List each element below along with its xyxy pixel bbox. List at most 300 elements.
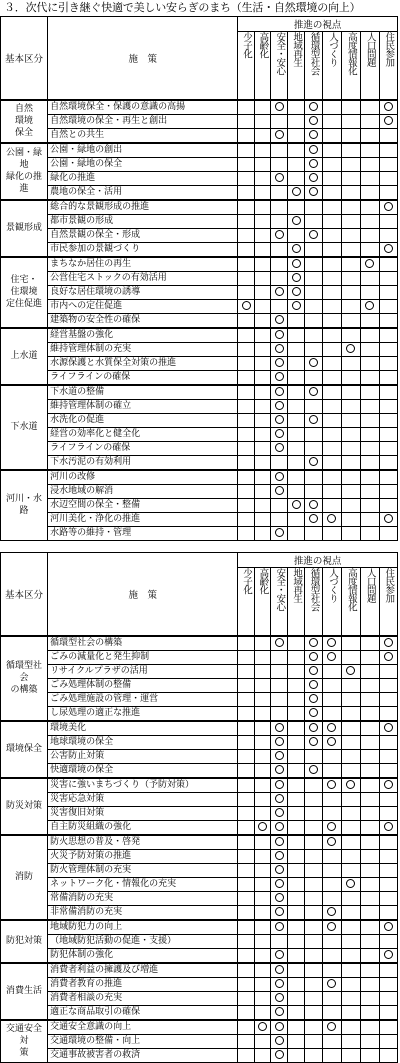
- measure-cell: 公園・緑地の保全: [48, 157, 238, 171]
- header-col-label: 人口問題: [364, 32, 376, 66]
- mark-cell: [254, 484, 270, 498]
- category-cell: 防犯対策: [1, 920, 48, 963]
- mark-cell: [288, 1020, 304, 1035]
- mark-cell: [323, 806, 341, 820]
- mark-cell: [271, 200, 288, 215]
- mark-cell: [288, 692, 304, 706]
- circle-mark-icon: [309, 387, 318, 396]
- mark-cell: [254, 171, 270, 185]
- mark-cell: [379, 678, 398, 692]
- mark-cell: [238, 385, 254, 400]
- measure-cell: 消費者教育の推進: [48, 977, 238, 991]
- mark-cell: [304, 778, 322, 793]
- circle-mark-icon: [365, 301, 374, 310]
- category-cell: 防災対策: [1, 778, 48, 835]
- measure-cell: まちなか居住の再生: [48, 257, 238, 272]
- mark-cell: [238, 1020, 254, 1035]
- mark-cell: [323, 721, 341, 736]
- table-row: [1, 498, 398, 512]
- mark-cell: [271, 877, 288, 891]
- measure-cell: 循環型社会の構築: [48, 636, 238, 651]
- mark-cell: [254, 1020, 270, 1035]
- table-row: [1, 228, 398, 242]
- mark-cell: [379, 692, 398, 706]
- mark-cell: [323, 299, 341, 313]
- mark-cell: [288, 484, 304, 498]
- circle-mark-icon: [309, 638, 318, 647]
- mark-cell: [323, 963, 341, 978]
- mark-cell: [238, 792, 254, 806]
- mark-cell: [271, 356, 288, 370]
- mark-cell: [288, 1005, 304, 1020]
- mark-cell: [361, 526, 379, 540]
- circle-mark-icon: [275, 808, 284, 817]
- mark-cell: [341, 749, 360, 763]
- mark-cell: [341, 328, 360, 343]
- table-row: [1, 342, 398, 356]
- mark-cell: [238, 749, 254, 763]
- circle-mark-icon: [327, 780, 336, 789]
- measure-cell: ごみ処理施設の管理・運営: [48, 692, 238, 706]
- measure-cell: 自然環境保全・保護の意識の高揚: [48, 100, 238, 115]
- category-cell: 環境保全: [1, 721, 48, 778]
- mark-cell: [361, 1034, 379, 1048]
- circle-mark-icon: [327, 652, 336, 661]
- measure-cell: 災害に強いまちづくり（予防対策）: [48, 778, 238, 793]
- mark-cell: [271, 299, 288, 313]
- mark-cell: [341, 484, 360, 498]
- measure-cell: ネットワーク化・情報化の充実: [48, 877, 238, 891]
- header-col-label: 少子化: [241, 32, 253, 58]
- mark-cell: [271, 484, 288, 498]
- circle-mark-icon: [309, 652, 318, 661]
- mark-cell: [238, 650, 254, 664]
- circle-mark-icon: [275, 401, 284, 410]
- mark-cell: [271, 820, 288, 835]
- circle-mark-icon: [384, 723, 393, 732]
- circle-mark-icon: [327, 723, 336, 732]
- mark-cell: [341, 427, 360, 441]
- table-row: [1, 455, 398, 470]
- table-row: [1, 948, 398, 963]
- circle-mark-icon: [275, 922, 284, 931]
- mark-cell: [361, 271, 379, 285]
- mark-cell: [341, 1034, 360, 1048]
- mark-cell: [361, 157, 379, 171]
- mark-cell: [379, 228, 398, 242]
- circle-mark-icon: [275, 993, 284, 1002]
- mark-cell: [341, 413, 360, 427]
- mark-cell: [361, 242, 379, 257]
- table-row: [1, 114, 398, 128]
- measure-cell: 防火思想の普及・啓発: [48, 835, 238, 850]
- header-col-label: 地域再生: [291, 568, 303, 602]
- mark-cell: [323, 399, 341, 413]
- measure-cell: 下水道の整備: [48, 385, 238, 400]
- circle-mark-icon: [292, 500, 301, 509]
- mark-cell: [238, 806, 254, 820]
- mark-cell: [323, 706, 341, 721]
- mark-cell: [254, 849, 270, 863]
- mark-cell: [323, 948, 341, 963]
- mark-cell: [238, 228, 254, 242]
- mark-cell: [361, 328, 379, 343]
- mark-cell: [341, 214, 360, 228]
- mark-cell: [323, 678, 341, 692]
- mark-cell: [379, 778, 398, 793]
- table-row: [1, 735, 398, 749]
- mark-cell: [304, 143, 322, 158]
- mark-cell: [341, 963, 360, 978]
- mark-cell: [341, 863, 360, 877]
- mark-cell: [341, 100, 360, 115]
- table-row: [1, 678, 398, 692]
- mark-cell: [361, 1005, 379, 1020]
- table-row: [1, 636, 398, 651]
- table-row: [1, 200, 398, 215]
- measure-cell: 緑化の推進: [48, 171, 238, 185]
- mark-cell: [341, 299, 360, 313]
- measure-cell: 公害防止対策: [48, 749, 238, 763]
- mark-cell: [304, 399, 322, 413]
- table-row: [1, 891, 398, 905]
- mark-cell: [238, 128, 254, 143]
- measure-cell: 交通安全意識の向上: [48, 1020, 238, 1035]
- mark-cell: [341, 948, 360, 963]
- mark-cell: [304, 157, 322, 171]
- mark-cell: [271, 920, 288, 935]
- mark-cell: [254, 905, 270, 920]
- mark-cell: [271, 342, 288, 356]
- mark-cell: [254, 820, 270, 835]
- mark-cell: [238, 763, 254, 778]
- circle-mark-icon: [384, 244, 393, 253]
- mark-cell: [254, 285, 270, 299]
- mark-cell: [361, 963, 379, 978]
- mark-cell: [323, 242, 341, 257]
- mark-cell: [304, 200, 322, 215]
- circle-mark-icon: [275, 486, 284, 495]
- mark-cell: [304, 427, 322, 441]
- mark-cell: [379, 257, 398, 272]
- mark-cell: [341, 778, 360, 793]
- mark-cell: [323, 820, 341, 835]
- circle-mark-icon: [275, 387, 284, 396]
- mark-cell: [323, 877, 341, 891]
- mark-cell: [361, 650, 379, 664]
- circle-mark-icon: [384, 102, 393, 111]
- mark-cell: [304, 877, 322, 891]
- table-row: [1, 977, 398, 991]
- mark-cell: [341, 706, 360, 721]
- mark-cell: [254, 271, 270, 285]
- mark-cell: [254, 299, 270, 313]
- mark-cell: [323, 1034, 341, 1048]
- mark-cell: [271, 498, 288, 512]
- mark-cell: [361, 706, 379, 721]
- measure-cell: 良好な居住環境の誘導: [48, 285, 238, 299]
- mark-cell: [361, 342, 379, 356]
- mark-cell: [323, 735, 341, 749]
- header-col-5: [323, 568, 341, 636]
- mark-cell: [304, 114, 322, 128]
- mark-cell: [238, 835, 254, 850]
- measure-cell: 市民参加の景観づくり: [48, 242, 238, 257]
- mark-cell: [304, 692, 322, 706]
- mark-cell: [341, 242, 360, 257]
- table-row: [1, 778, 398, 793]
- mark-cell: [254, 863, 270, 877]
- mark-cell: [271, 128, 288, 143]
- mark-cell: [341, 455, 360, 470]
- mark-cell: [323, 1005, 341, 1020]
- mark-cell: [271, 763, 288, 778]
- header-col-1: [254, 32, 270, 100]
- mark-cell: [361, 427, 379, 441]
- table-row: [1, 963, 398, 978]
- mark-cell: [379, 849, 398, 863]
- mark-cell: [379, 792, 398, 806]
- mark-cell: [254, 920, 270, 935]
- mark-cell: [361, 835, 379, 850]
- mark-cell: [341, 257, 360, 272]
- mark-cell: [304, 991, 322, 1005]
- mark-cell: [341, 905, 360, 920]
- mark-cell: [379, 1005, 398, 1020]
- measure-cell: 水辺空間の保全・整備: [48, 498, 238, 512]
- mark-cell: [341, 526, 360, 540]
- measure-cell: ライフラインの確保: [48, 370, 238, 385]
- mark-cell: [379, 877, 398, 891]
- mark-cell: [271, 214, 288, 228]
- table-row: [1, 650, 398, 664]
- mark-cell: [341, 313, 360, 328]
- mark-cell: [238, 157, 254, 171]
- mark-cell: [341, 792, 360, 806]
- mark-cell: [254, 706, 270, 721]
- mark-cell: [271, 285, 288, 299]
- mark-cell: [304, 948, 322, 963]
- mark-cell: [341, 1005, 360, 1020]
- table-row: [1, 470, 398, 485]
- circle-mark-icon: [275, 865, 284, 874]
- circle-mark-icon: [309, 116, 318, 125]
- circle-mark-icon: [327, 1022, 336, 1031]
- header-viewpoint: 推進の視点: [238, 17, 398, 32]
- mark-cell: [254, 328, 270, 343]
- mark-cell: [304, 370, 322, 385]
- circle-mark-icon: [346, 780, 355, 789]
- circle-mark-icon: [275, 751, 284, 760]
- mark-cell: [379, 455, 398, 470]
- mark-cell: [304, 242, 322, 257]
- mark-cell: [288, 257, 304, 272]
- mark-cell: [361, 1048, 379, 1062]
- mark-cell: [254, 692, 270, 706]
- circle-mark-icon: [309, 415, 318, 424]
- mark-cell: [323, 1048, 341, 1062]
- table-row: [1, 328, 398, 343]
- mark-cell: [254, 678, 270, 692]
- mark-cell: [254, 399, 270, 413]
- measure-cell: 消費者利益の擁護及び増進: [48, 963, 238, 978]
- mark-cell: [254, 749, 270, 763]
- mark-cell: [323, 171, 341, 185]
- header-col-0: [238, 568, 254, 636]
- mark-cell: [341, 128, 360, 143]
- mark-cell: [238, 399, 254, 413]
- mark-cell: [379, 342, 398, 356]
- mark-cell: [379, 1020, 398, 1035]
- measure-cell: 経営基盤の強化: [48, 328, 238, 343]
- mark-cell: [238, 427, 254, 441]
- measure-cell: 総合的な景観形成の推進: [48, 200, 238, 215]
- circle-mark-icon: [275, 415, 284, 424]
- mark-cell: [271, 664, 288, 678]
- header-col-1: [254, 568, 270, 636]
- mark-cell: [379, 385, 398, 400]
- mark-cell: [271, 891, 288, 905]
- mark-cell: [379, 636, 398, 651]
- mark-cell: [379, 441, 398, 455]
- measure-cell: 適正な商品取引の確保: [48, 1005, 238, 1020]
- mark-cell: [271, 948, 288, 963]
- mark-cell: [341, 470, 360, 485]
- table-row: [1, 934, 398, 948]
- mark-cell: [361, 820, 379, 835]
- table-row: [1, 185, 398, 200]
- mark-cell: [379, 370, 398, 385]
- mark-cell: [288, 328, 304, 343]
- mark-cell: [341, 934, 360, 948]
- circle-mark-icon: [292, 216, 301, 225]
- mark-cell: [288, 342, 304, 356]
- circle-mark-icon: [309, 708, 318, 717]
- mark-cell: [304, 963, 322, 978]
- mark-cell: [288, 385, 304, 400]
- mark-cell: [341, 891, 360, 905]
- mark-cell: [304, 512, 322, 526]
- mark-cell: [288, 891, 304, 905]
- mark-cell: [323, 285, 341, 299]
- mark-cell: [379, 763, 398, 778]
- mark-cell: [288, 427, 304, 441]
- mark-cell: [323, 143, 341, 158]
- mark-cell: [304, 849, 322, 863]
- mark-cell: [361, 905, 379, 920]
- mark-cell: [271, 512, 288, 526]
- mark-cell: [288, 413, 304, 427]
- mark-cell: [379, 271, 398, 285]
- mark-cell: [361, 299, 379, 313]
- mark-cell: [341, 441, 360, 455]
- table-row: [1, 157, 398, 171]
- mark-cell: [341, 678, 360, 692]
- mark-cell: [288, 185, 304, 200]
- mark-cell: [271, 963, 288, 978]
- mark-cell: [379, 498, 398, 512]
- mark-cell: [271, 721, 288, 736]
- table-row: [1, 721, 398, 736]
- mark-cell: [304, 185, 322, 200]
- mark-cell: [238, 991, 254, 1005]
- mark-cell: [304, 735, 322, 749]
- circle-mark-icon: [327, 979, 336, 988]
- circle-mark-icon: [309, 723, 318, 732]
- mark-cell: [288, 1048, 304, 1062]
- mark-cell: [379, 806, 398, 820]
- mark-cell: [323, 526, 341, 540]
- circle-mark-icon: [275, 893, 284, 902]
- circle-mark-icon: [275, 1022, 284, 1031]
- measure-cell: 水洗化の促進: [48, 413, 238, 427]
- mark-cell: [361, 413, 379, 427]
- mark-cell: [379, 1048, 398, 1062]
- circle-mark-icon: [275, 344, 284, 353]
- mark-cell: [323, 934, 341, 948]
- mark-cell: [361, 128, 379, 143]
- mark-cell: [304, 498, 322, 512]
- mark-cell: [271, 143, 288, 158]
- mark-cell: [379, 891, 398, 905]
- circle-mark-icon: [309, 500, 318, 509]
- table-row: [1, 214, 398, 228]
- circle-mark-icon: [275, 429, 284, 438]
- mark-cell: [323, 370, 341, 385]
- mark-cell: [254, 370, 270, 385]
- mark-cell: [361, 385, 379, 400]
- mark-cell: [304, 356, 322, 370]
- circle-mark-icon: [275, 851, 284, 860]
- header-col-8: [379, 32, 398, 100]
- mark-cell: [361, 806, 379, 820]
- mark-cell: [341, 342, 360, 356]
- circle-mark-icon: [275, 638, 284, 647]
- mark-cell: [271, 271, 288, 285]
- mark-cell: [288, 820, 304, 835]
- circle-mark-icon: [309, 102, 318, 111]
- mark-cell: [254, 778, 270, 793]
- mark-cell: [288, 849, 304, 863]
- mark-cell: [271, 678, 288, 692]
- mark-cell: [304, 678, 322, 692]
- mark-cell: [341, 143, 360, 158]
- mark-cell: [379, 512, 398, 526]
- mark-cell: [379, 1034, 398, 1048]
- mark-cell: [304, 806, 322, 820]
- mark-cell: [238, 636, 254, 651]
- circle-mark-icon: [309, 130, 318, 139]
- mark-cell: [304, 792, 322, 806]
- mark-cell: [271, 792, 288, 806]
- mark-cell: [304, 934, 322, 948]
- mark-cell: [271, 441, 288, 455]
- mark-cell: [323, 257, 341, 272]
- mark-cell: [238, 877, 254, 891]
- mark-cell: [254, 792, 270, 806]
- mark-cell: [238, 470, 254, 485]
- mark-cell: [288, 157, 304, 171]
- mark-cell: [323, 271, 341, 285]
- mark-cell: [323, 455, 341, 470]
- measure-cell: 環境美化: [48, 721, 238, 736]
- mark-cell: [323, 891, 341, 905]
- mark-cell: [361, 778, 379, 793]
- mark-cell: [254, 214, 270, 228]
- mark-cell: [238, 100, 254, 115]
- mark-cell: [323, 128, 341, 143]
- category-cell: 河川・水路: [1, 470, 48, 541]
